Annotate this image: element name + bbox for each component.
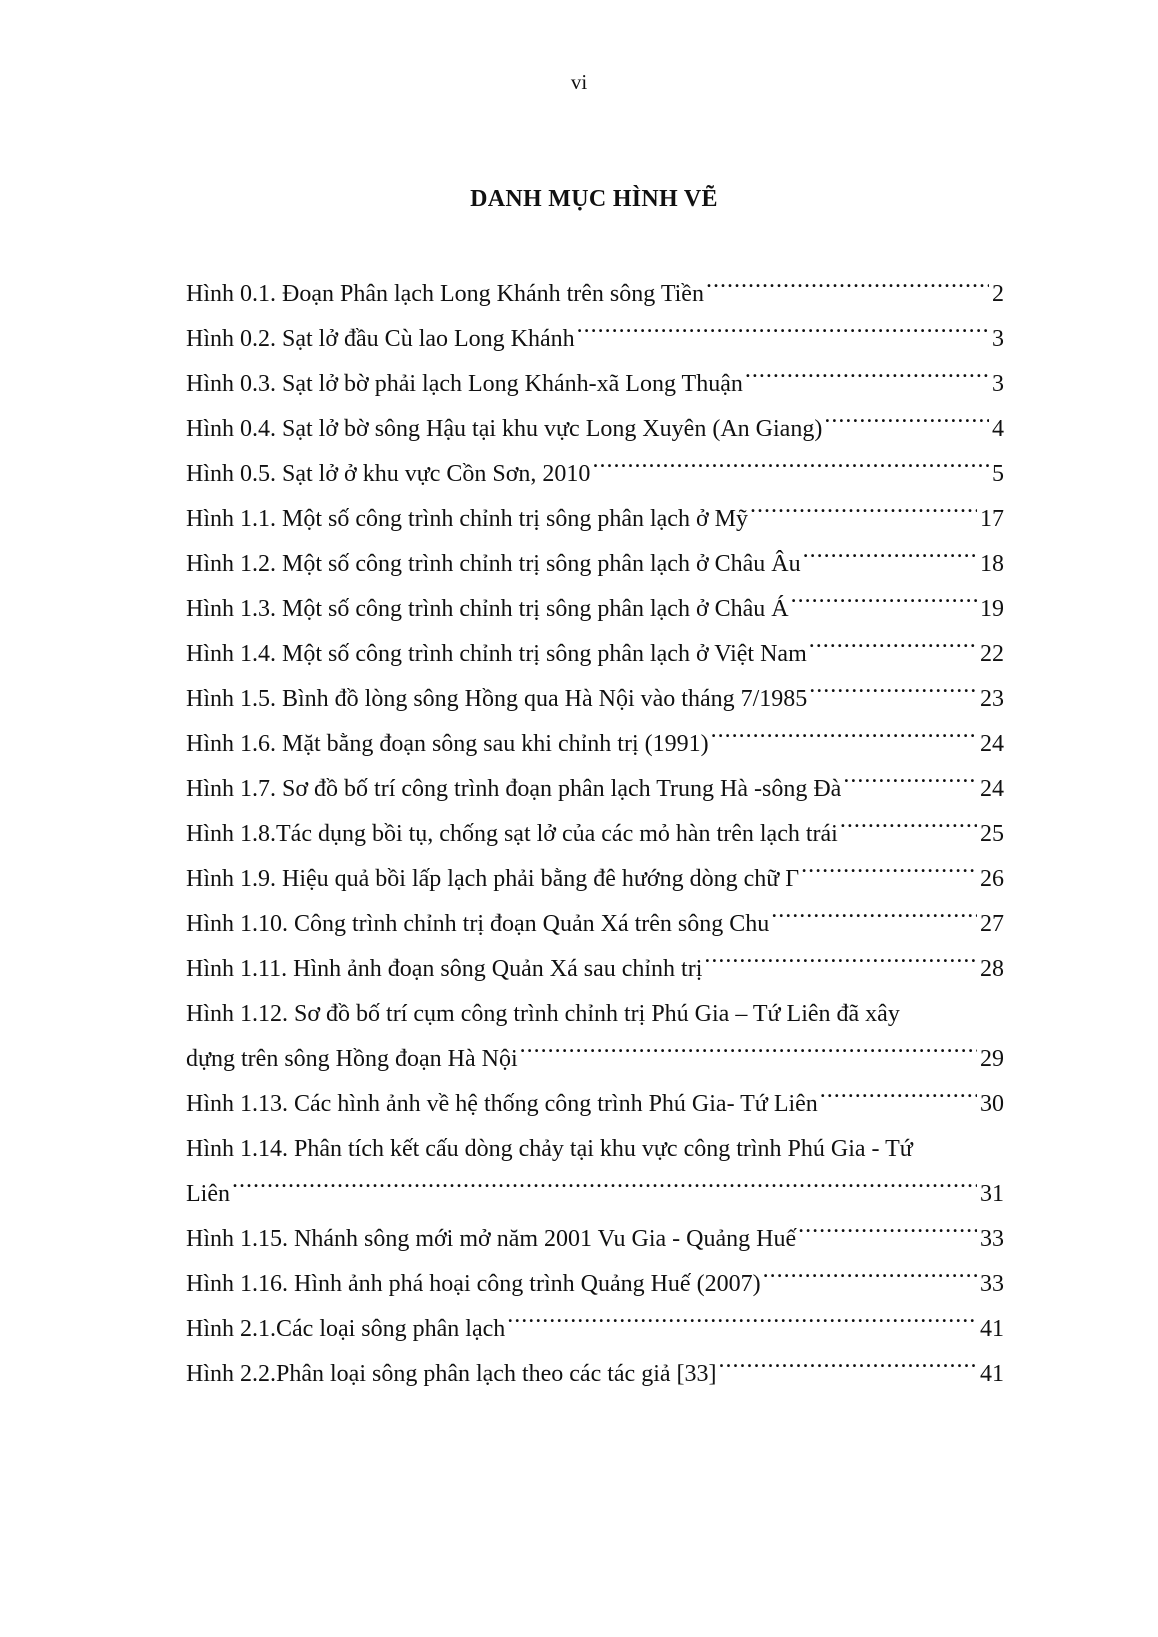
toc-entry-page: 33 xyxy=(980,1271,1004,1297)
toc-entry-page: 23 xyxy=(980,686,1004,712)
toc-entry-continuation xyxy=(186,1172,1004,1217)
toc-entry[interactable] xyxy=(186,497,1004,542)
toc-entry[interactable] xyxy=(186,1262,1004,1307)
toc-entry[interactable] xyxy=(186,542,1004,587)
page-number: vi xyxy=(570,70,588,94)
toc-entry-label: Hình 2.2.Phân loại sông phân lạch theo các tác giả [33] xyxy=(186,1361,717,1387)
dot-leader xyxy=(763,1267,977,1291)
toc-entry-page: 27 xyxy=(980,911,1004,937)
toc-entry-label: Hình 1.10. Công trình chỉnh trị đoạn Quản Xá trên sông Chu xyxy=(186,911,770,937)
toc-entry[interactable] xyxy=(186,1352,1004,1397)
toc-entry-label: Hình 1.7. Sơ đồ bố trí công trình đoạn phân lạch Trung Hà -sông Đà xyxy=(186,776,842,802)
toc-entry[interactable] xyxy=(186,452,1004,497)
dot-leader xyxy=(843,772,977,796)
dot-leader xyxy=(820,1087,977,1111)
toc-entry[interactable] xyxy=(186,1217,1004,1262)
toc-entry-label: Hình 1.8.Tác dụng bồi tụ, chống sạt lở của các mỏ hàn trên lạch trái xyxy=(186,821,838,847)
toc-entry-page: 29 xyxy=(980,1046,1004,1072)
toc-entry-label: Hình 1.6. Mặt bằng đoạn sông sau khi chỉnh trị (1991) xyxy=(186,731,709,757)
toc-entry-label: Hình 2.1.Các loại sông phân lạch xyxy=(186,1316,506,1342)
toc-entry[interactable] xyxy=(186,362,1004,407)
dot-leader xyxy=(809,637,977,661)
toc-entry-label: Hình 0.2. Sạt lở đầu Cù lao Long Khánh xyxy=(186,326,575,352)
toc-entry[interactable] xyxy=(186,947,1004,992)
toc-entry-label-cont: Liên xyxy=(186,1181,230,1207)
dot-leader xyxy=(704,952,977,976)
dot-leader xyxy=(750,502,977,526)
toc-entry-label: Hình 0.3. Sạt lở bờ phải lạch Long Khánh-xã Long Thuận xyxy=(186,371,743,397)
toc-entry-page: 26 xyxy=(980,866,1004,892)
toc-entry-label: Hình 1.14. Phân tích kết cấu dòng chảy tại khu vực công trình Phú Gia - Tứ xyxy=(186,1136,913,1162)
toc-entry-page: 22 xyxy=(980,641,1004,667)
toc-entry-page: 41 xyxy=(980,1316,1004,1342)
dot-leader xyxy=(507,1312,977,1336)
toc-entry-page: 31 xyxy=(980,1181,1004,1207)
dot-leader xyxy=(520,1042,977,1066)
dot-leader xyxy=(801,862,977,886)
dot-leader xyxy=(719,1357,977,1381)
toc-entry-label: Hình 1.12. Sơ đồ bố trí cụm công trình chỉnh trị Phú Gia – Tứ Liên đã xây xyxy=(186,1001,900,1027)
toc-entry-page: 25 xyxy=(980,821,1004,847)
toc-entry[interactable] xyxy=(186,767,1004,812)
toc-entry-label: Hình 1.11. Hình ảnh đoạn sông Quản Xá sau chỉnh trị xyxy=(186,956,703,982)
dot-leader xyxy=(232,1177,977,1201)
toc-entry[interactable] xyxy=(186,902,1004,947)
toc-entry-page: 3 xyxy=(992,326,1004,352)
toc-entry-label: Hình 1.9. Hiệu quả bồi lấp lạch phải bằng đê hướng dòng chữ Γ xyxy=(186,866,800,892)
toc-entry-page: 28 xyxy=(980,956,1004,982)
toc-entry-label-cont: dựng trên sông Hồng đoạn Hà Nội xyxy=(186,1046,518,1072)
toc-entry[interactable] xyxy=(186,812,1004,857)
toc-entry-page: 2 xyxy=(992,281,1004,307)
toc-entry-page: 18 xyxy=(980,551,1004,577)
toc-entry-label: Hình 1.4. Một số công trình chỉnh trị sông phân lạch ở Việt Nam xyxy=(186,641,807,667)
toc-entry-page: 30 xyxy=(980,1091,1004,1117)
toc-entry[interactable] xyxy=(186,1307,1004,1352)
toc-entry-label: Hình 0.4. Sạt lở bờ sông Hậu tại khu vực Long Xuyên (An Giang) xyxy=(186,416,823,442)
toc-entry-page: 33 xyxy=(980,1226,1004,1252)
dot-leader xyxy=(809,682,977,706)
toc-entry-label: Hình 1.15. Nhánh sông mới mở năm 2001 Vu Gia - Quảng Huế xyxy=(186,1226,797,1252)
toc-entry[interactable] xyxy=(186,1127,1004,1217)
toc-entry-label: Hình 1.16. Hình ảnh phá hoại công trình Quảng Huế (2007) xyxy=(186,1271,761,1297)
dot-leader xyxy=(771,907,977,931)
toc-entry[interactable] xyxy=(186,317,1004,362)
toc-entry-continuation xyxy=(186,1037,1004,1082)
toc-entry[interactable] xyxy=(186,407,1004,452)
toc-entry[interactable] xyxy=(186,677,1004,722)
dot-leader xyxy=(791,592,977,616)
toc-entry-label: Hình 1.5. Bình đồ lòng sông Hồng qua Hà Nội vào tháng 7/1985 xyxy=(186,686,808,712)
dot-leader xyxy=(803,547,977,571)
toc-entry-label: Hình 1.3. Một số công trình chỉnh trị sông phân lạch ở Châu Á xyxy=(186,596,789,622)
toc-entry-page: 41 xyxy=(980,1361,1004,1387)
toc-entry-label: Hình 1.13. Các hình ảnh về hệ thống công trình Phú Gia- Tứ Liên xyxy=(186,1091,818,1117)
toc-entry-page: 5 xyxy=(992,461,1004,487)
toc-entry-page: 3 xyxy=(992,371,1004,397)
toc-entry-page: 24 xyxy=(980,731,1004,757)
toc-entry[interactable] xyxy=(186,1082,1004,1127)
toc-entry[interactable] xyxy=(186,272,1004,317)
toc-entry[interactable] xyxy=(186,632,1004,677)
page-title: DANH MỤC HÌNH VẼ xyxy=(470,186,718,212)
figure-list xyxy=(186,272,1004,1397)
toc-entry-page: 24 xyxy=(980,776,1004,802)
toc-entry-label: Hình 0.1. Đoạn Phân lạch Long Khánh trên sông Tiền xyxy=(186,281,704,307)
dot-leader xyxy=(577,322,989,346)
dot-leader xyxy=(824,412,989,436)
toc-entry[interactable] xyxy=(186,992,1004,1082)
toc-entry-page: 4 xyxy=(992,416,1004,442)
toc-entry-page: 17 xyxy=(980,506,1004,532)
dot-leader xyxy=(798,1222,977,1246)
toc-entry[interactable] xyxy=(186,857,1004,902)
dot-leader xyxy=(706,277,989,301)
dot-leader xyxy=(840,817,977,841)
toc-entry[interactable] xyxy=(186,587,1004,632)
toc-entry-label: Hình 1.2. Một số công trình chỉnh trị sông phân lạch ở Châu Âu xyxy=(186,551,801,577)
toc-entry[interactable] xyxy=(186,722,1004,767)
toc-entry-page: 19 xyxy=(980,596,1004,622)
dot-leader xyxy=(592,457,989,481)
toc-entry-label: Hình 0.5. Sạt lở ở khu vực Cồn Sơn, 2010 xyxy=(186,461,591,487)
toc-entry-label: Hình 1.1. Một số công trình chỉnh trị sông phân lạch ở Mỹ xyxy=(186,506,748,532)
dot-leader xyxy=(711,727,977,751)
dot-leader xyxy=(745,367,989,391)
